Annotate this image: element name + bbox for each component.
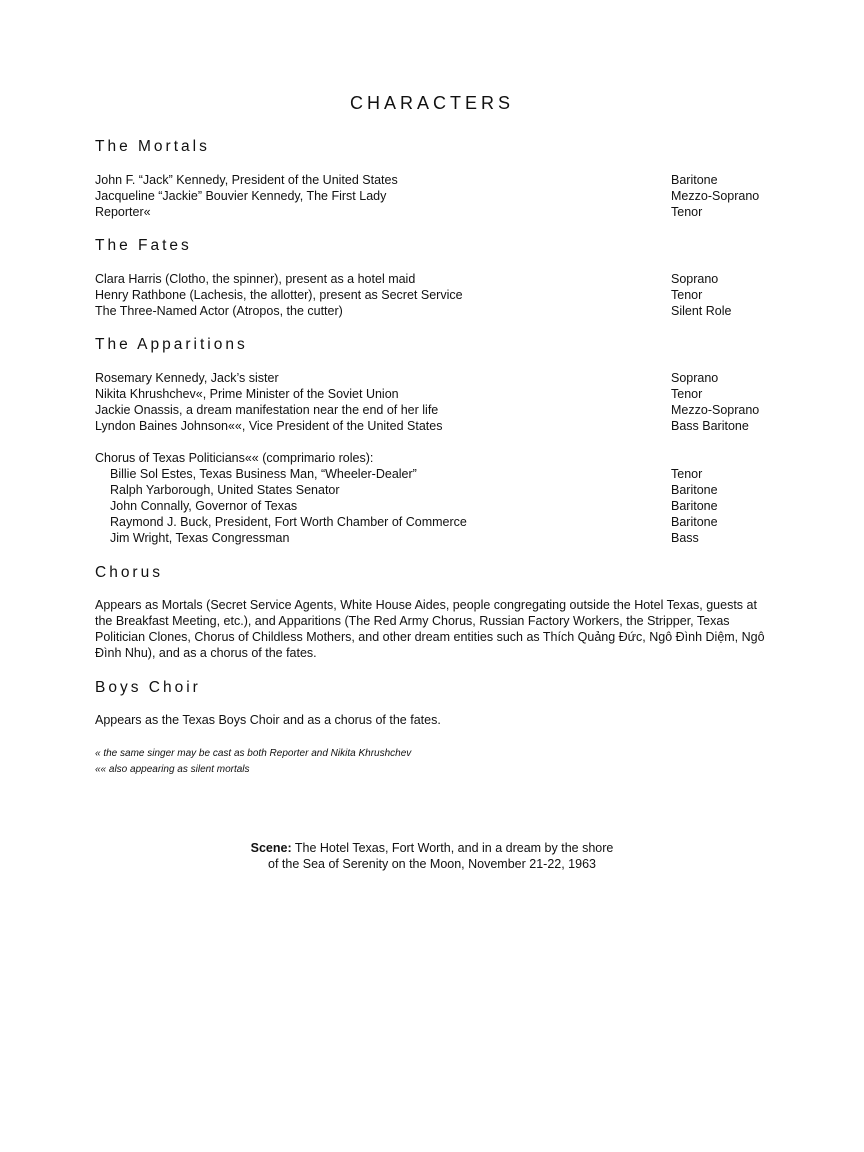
role-name: The Three-Named Actor (Atropos, the cutter) bbox=[95, 304, 343, 318]
roles-list-mortals bbox=[95, 172, 775, 220]
role-row bbox=[95, 530, 775, 546]
voice-type: Silent Role bbox=[671, 304, 732, 318]
role-name: Jackie Onassis, a dream manifestation near the end of her life bbox=[95, 403, 439, 417]
footnote: «« also appearing as silent mortals bbox=[95, 764, 250, 775]
role-name: John Connally, Governor of Texas bbox=[110, 499, 298, 513]
role-row bbox=[95, 482, 775, 498]
section-heading-fates: The Fates bbox=[95, 237, 192, 254]
role-name: Henry Rathbone (Lachesis, the allotter), present as Secret Service bbox=[95, 288, 463, 302]
section-heading-mortals: The Mortals bbox=[95, 138, 210, 155]
role-row bbox=[95, 386, 775, 402]
role-row bbox=[95, 303, 775, 319]
role-row bbox=[95, 498, 775, 514]
role-row bbox=[95, 418, 775, 434]
role-row bbox=[95, 204, 775, 220]
voice-type: Tenor bbox=[671, 288, 703, 302]
voice-type: Soprano bbox=[671, 272, 719, 286]
role-name: John F. “Jack” Kennedy, President of the United States bbox=[95, 173, 398, 187]
voice-type: Bass Baritone bbox=[671, 419, 749, 433]
role-name: Jacqueline “Jackie” Bouvier Kennedy, The First Lady bbox=[95, 189, 387, 203]
role-name: Nikita Khrushchev«, Prime Minister of the Soviet Union bbox=[95, 387, 399, 401]
voice-type: Soprano bbox=[671, 371, 719, 385]
role-name: Reporter« bbox=[95, 205, 151, 219]
voice-type: Mezzo-Soprano bbox=[671, 189, 760, 203]
scene-line-1 bbox=[0, 840, 864, 856]
chorus-description: Appears as Mortals (Secret Service Agents, White House Aides, people congregating outside the Hotel Texas, guests at the Breakfast Meeting, etc.), and Apparitions (The Red Army Chorus, Russian Factory Workers, the Stripper, Texas Politician Clones, Chorus of Childless Mothers, and other dream entities such as Thích Quảng Đức, Ngô Đình Diệm, Ngô Đình Nhu), and as a chorus of the fates. bbox=[95, 598, 765, 660]
footnote: « the same singer may be cast as both Reporter and Nikita Khrushchev bbox=[95, 748, 412, 759]
voice-type: Mezzo-Soprano bbox=[671, 403, 760, 417]
role-name: Jim Wright, Texas Congressman bbox=[110, 531, 290, 545]
politicians-heading-text: Chorus of Texas Politicians«« (comprimario roles): bbox=[95, 451, 374, 465]
page-title: CHARACTERS bbox=[349, 93, 514, 113]
section-heading-apparitions: The Apparitions bbox=[95, 336, 248, 353]
scene-label: Scene: bbox=[250, 841, 292, 855]
voice-type: Baritone bbox=[671, 515, 718, 529]
voice-type: Tenor bbox=[671, 205, 703, 219]
scene-line-2: of the Sea of Serenity on the Moon, November 21-22, 1963 bbox=[268, 857, 596, 871]
roles-list-apparitions bbox=[95, 370, 775, 434]
role-row bbox=[95, 514, 775, 530]
role-name: Rosemary Kennedy, Jack’s sister bbox=[95, 371, 279, 385]
roles-list-fates bbox=[95, 271, 775, 319]
role-name: Ralph Yarborough, United States Senator bbox=[110, 483, 340, 497]
role-name: Clara Harris (Clotho, the spinner), present as a hotel maid bbox=[95, 272, 416, 286]
role-row bbox=[95, 402, 775, 418]
scene-line-1-text: The Hotel Texas, Fort Worth, and in a dream by the shore bbox=[291, 841, 614, 855]
role-row bbox=[95, 271, 775, 287]
role-row bbox=[95, 287, 775, 303]
voice-type: Baritone bbox=[671, 173, 718, 187]
role-row bbox=[95, 370, 775, 386]
voice-type: Baritone bbox=[671, 483, 718, 497]
scene-description bbox=[0, 840, 864, 872]
voice-type: Tenor bbox=[671, 387, 703, 401]
role-row bbox=[95, 172, 775, 188]
role-row bbox=[95, 466, 775, 482]
role-name: Raymond J. Buck, President, Fort Worth Chamber of Commerce bbox=[110, 515, 467, 529]
voice-type: Tenor bbox=[671, 467, 703, 481]
voice-type: Baritone bbox=[671, 499, 718, 513]
politicians-heading bbox=[95, 450, 775, 466]
roles-list-politicians bbox=[95, 450, 775, 546]
section-heading-chorus: Chorus bbox=[95, 564, 163, 581]
role-name: Billie Sol Estes, Texas Business Man, “Wheeler-Dealer” bbox=[110, 467, 417, 481]
role-name: Lyndon Baines Johnson««, Vice President of the United States bbox=[95, 419, 443, 433]
section-heading-boys-choir: Boys Choir bbox=[95, 679, 201, 696]
role-row bbox=[95, 188, 775, 204]
footnotes bbox=[95, 746, 411, 778]
voice-type: Bass bbox=[671, 531, 699, 545]
boys-choir-description: Appears as the Texas Boys Choir and as a chorus of the fates. bbox=[95, 713, 441, 727]
